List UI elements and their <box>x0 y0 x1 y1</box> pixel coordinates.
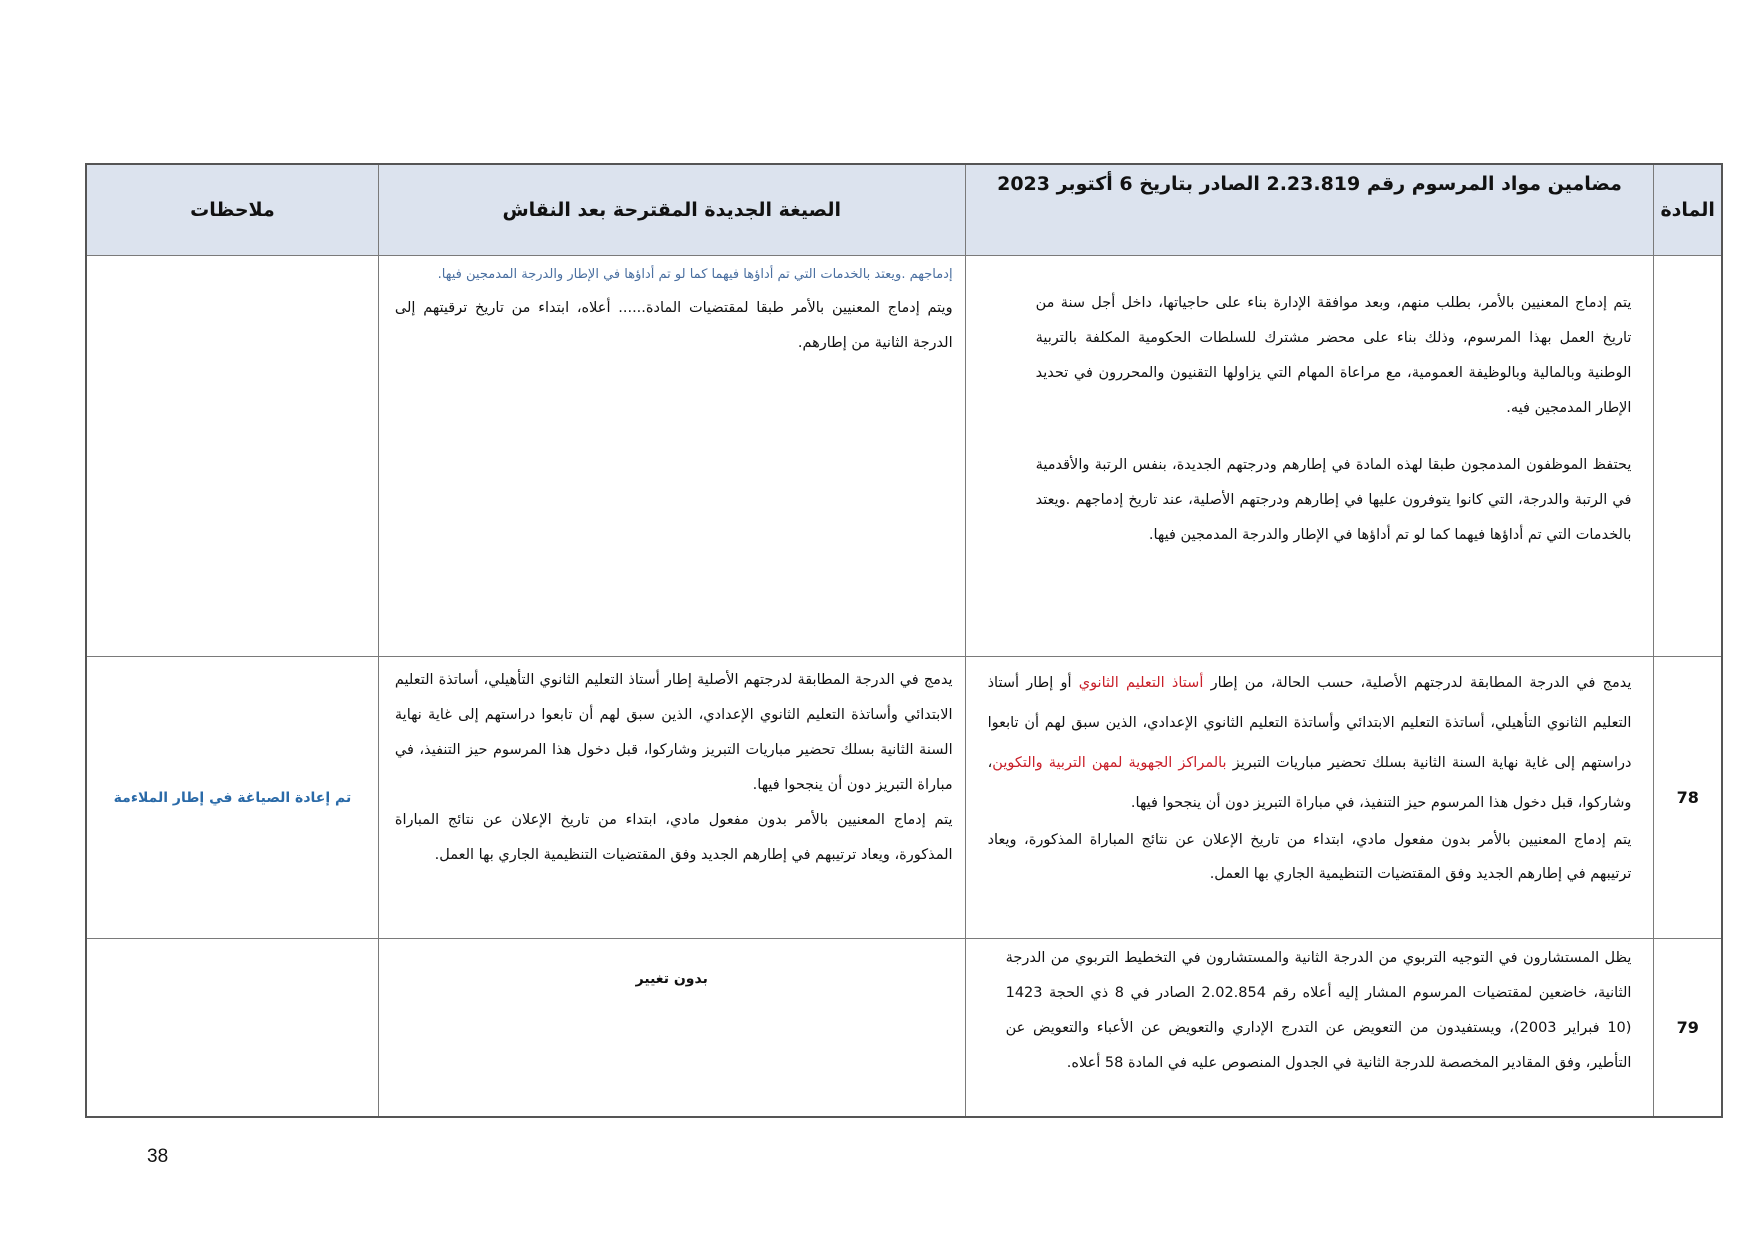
table-row <box>86 256 1722 657</box>
proposed-text-cell <box>378 256 965 657</box>
header-notes: ملاحظات <box>86 164 378 256</box>
original-paragraph <box>988 663 1632 823</box>
highlighted-text: بالمراكز الجهوية لمهن التربية والتكوين <box>992 755 1227 771</box>
table-header-row <box>86 164 1722 256</box>
text-span: أو إطار أستاذ التعليم الثانوي التأهيلي، أساتذة التعليم الابتدائي وأساتذة التعليم الثانوي الإعدادي، الذين سبق لهم أن تابعوا دراستهم إلى غاية نهاية السنة الثانية بسلك تحضير مباريات التبريز <box>987 675 1632 771</box>
table-row <box>86 657 1722 939</box>
original-text-cell <box>965 939 1654 1117</box>
original-paragraph: يتم إدماج المعنيين بالأمر بدون مفعول مادي، ابتداء من تاريخ الإعلان عن نتائج المباراة المذكورة، ويعاد ترتيبهم في إطارهم الجديد وفق المقتضيات التنظيمية الجاري بها العمل. <box>987 832 1632 882</box>
proposed-text-cell: بدون تغيير <box>378 939 965 1117</box>
notes-cell <box>86 256 378 657</box>
table-row <box>86 939 1722 1117</box>
article-number <box>1654 256 1722 657</box>
text-span: يدمج في الدرجة المطابقة لدرجتهم الأصلية، حسب الحالة، من إطار <box>1203 675 1632 691</box>
proposed-text-cell <box>378 657 965 939</box>
original-text-cell <box>965 657 1654 939</box>
header-original-text: مضامين مواد المرسوم رقم 2.23.819 الصادر بتاريخ 6 أكتوبر 2023 <box>965 164 1654 256</box>
page-number: 38 <box>147 1146 169 1167</box>
header-article: المادة <box>1654 164 1722 256</box>
article-number: 78 <box>1654 657 1722 939</box>
notes-cell: تم إعادة الصياغة في إطار الملاءمة <box>86 657 378 939</box>
proposed-paragraph: يدمج في الدرجة المطابقة لدرجتهم الأصلية إطار أستاذ التعليم الثانوي التأهيلي، أساتذة التعليم الابتدائي وأساتذة التعليم الثانوي الإعدادي، الذين سبق لهم أن تابعوا دراستهم إلى غاية نهاية السنة الثانية بسلك تحضير مباريات التبريز وشاركوا، قبل دخول هذا المرسوم حيز التنفيذ، في مباراة التبريز دون أن ينجحوا فيها. <box>394 672 953 793</box>
original-paragraph: يتم إدماج المعنيين بالأمر، بطلب منهم، وبعد موافقة الإدارة بناء على حاجياتها، داخل أجل سنة من تاريخ العمل بهذا المرسوم، وذلك بناء على محضر مشترك للسلطات الحكومية المكلفة بالتربية الوطنية وبالمالية وبالوظيفة العمومية، مع مراعاة المهام التي يزاولها التقنيون والمحررون في تحديد الإطار المدمجين فيه. <box>1035 295 1632 416</box>
article-number: 79 <box>1654 939 1722 1117</box>
decree-comparison-table <box>85 163 1723 1118</box>
original-paragraph: يظل المستشارون في التوجيه التربوي من الدرجة الثانية والمستشارون في التخطيط التربوي من الدرجة الثانية، خاضعين لمقتضيات المرسوم المشار إليه أعلاه رقم 2.02.854 الصادر في 8 ذي الحجة 1423 (10 فبراير 2003)، ويستفيدون من التعويض عن التدرج الإداري والتعويض عن الأعباء والتعويض عن التأطير، وفق المقادير المخصصة للدرجة الثانية في الجدول المنصوص عليه في المادة 58 أعلاه. <box>1005 950 1632 1071</box>
proposed-paragraph: ويتم إدماج المعنيين بالأمر طبقا لمقتضيات المادة...... أعلاه، ابتداء من تاريخ ترقيتهم إلى الدرجة الثانية من إطارهم. <box>394 300 953 351</box>
notes-cell <box>86 939 378 1117</box>
text-span: ، وشاركوا، قبل دخول هذا المرسوم حيز التنفيذ، في مباراة التبريز دون أن ينجحوا فيها. <box>987 755 1632 811</box>
original-paragraph: يحتفظ الموظفون المدمجون طبقا لهذه المادة في إطارهم ودرجتهم الجديدة، بنفس الرتبة والأقدمية في الرتبة والدرجة، التي كانوا يتوفرون عليها في إطارهم ودرجتهم الأصلية، عند تاريخ إدماجهم .ويعتد بالخدمات التي تم أداؤها فيهما كما لو تم أداؤها في الإطار والدرجة المدمجين فيها. <box>1035 457 1632 543</box>
original-text-cell <box>965 256 1654 657</box>
tracked-change-text: إدماجهم .ويعتد بالخدمات التي تم أداؤها فيهما كما لو تم أداؤها في الإطار والدرجة المدمجين فيها. <box>437 267 953 282</box>
highlighted-text: أستاذ التعليم الثانوي <box>1078 675 1204 691</box>
proposed-paragraph: يتم إدماج المعنيين بالأمر بدون مفعول مادي، ابتداء من تاريخ الإعلان عن نتائج المباراة المذكورة، ويعاد ترتيبهم في إطارهم الجديد وفق المقتضيات التنظيمية الجاري بها العمل. <box>394 812 953 863</box>
header-proposed-text: الصيغة الجديدة المقترحة بعد النقاش <box>378 164 965 256</box>
